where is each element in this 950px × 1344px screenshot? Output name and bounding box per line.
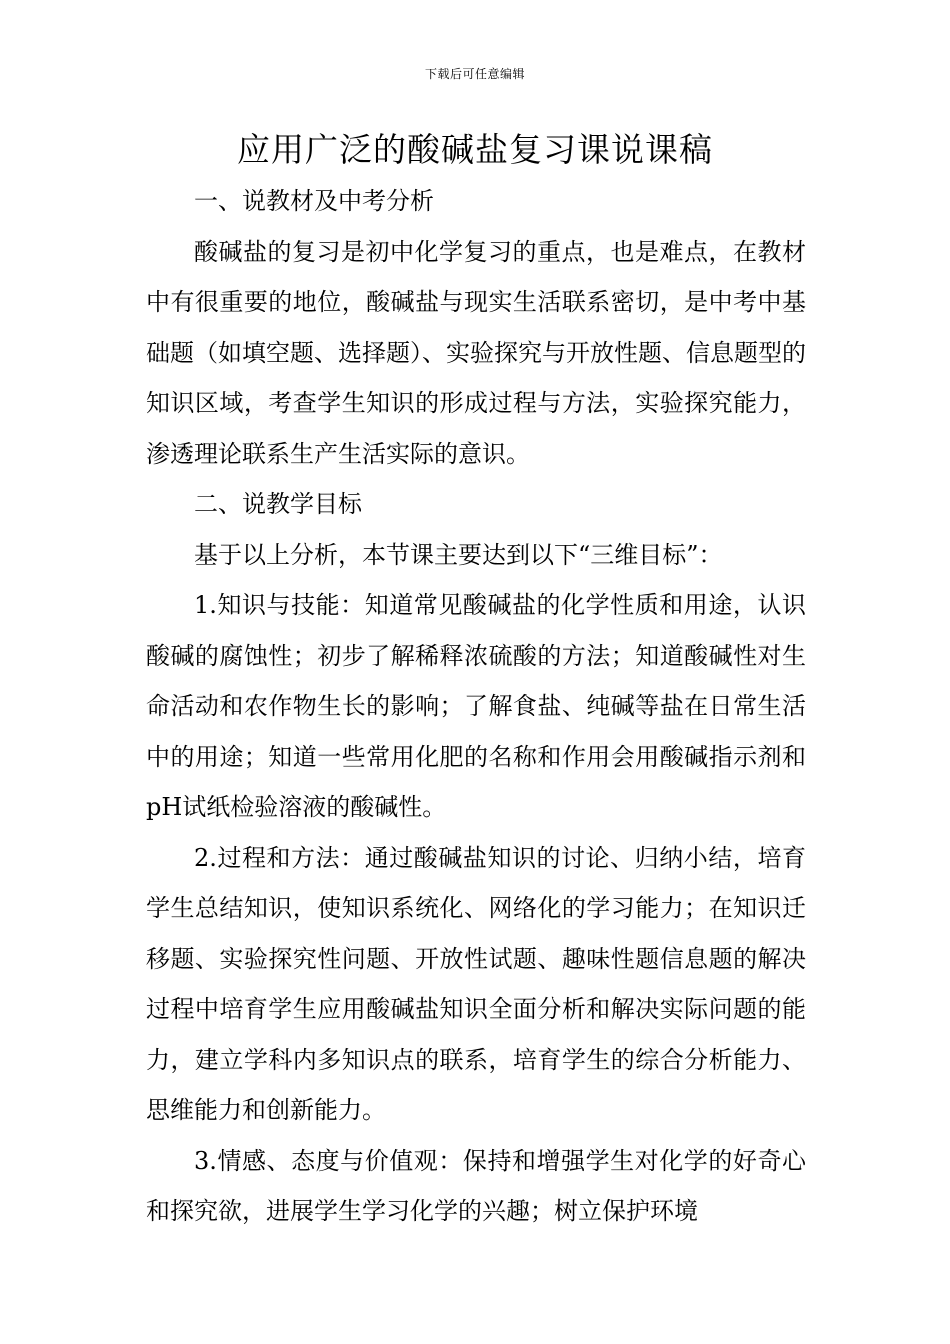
section-paragraph-1: 酸碱盐的复习是初中化学复习的重点，也是难点，在教材中有很重要的地位，酸碱盐与现实生活联系密切，是中考中基础题（如填空题、选择题）、实验探究与开放性题、信息题型的知识区域，考查学生知识的形成过程与方法，实验探究能力，渗透理论联系生产生活实际的意识。 bbox=[146, 237, 806, 468]
section-heading-2: 二、说教学目标 bbox=[194, 490, 362, 518]
header-note: 下载后可任意编辑 bbox=[424, 67, 525, 81]
document-title: 应用广泛的酸碱盐复习课说课稿 bbox=[237, 130, 713, 169]
goal-paragraph-1: 1.知识与技能：知道常见酸碱盐的化学性质和用途，认识酸碱的腐蚀性；初步了解稀释浓硫酸的方法；知道酸碱性对生命活动和农作物生长的影响；了解食盐、纯碱等盐在日常生活中的用途；知道一些常用化肥的名称和作用会用酸碱指示剂和pH试纸检验溶液的酸碱性。 bbox=[146, 591, 806, 821]
document-body bbox=[146, 176, 806, 1237]
goal-paragraph-3: 3.情感、态度与价值观：保持和增强学生对化学的好奇心和探究欲，进展学生学习化学的兴趣；树立保护环境 bbox=[146, 1146, 806, 1225]
section-heading-1: 一、说教材及中考分析 bbox=[194, 187, 434, 215]
goal-paragraph-2: 2.过程和方法：通过酸碱盐知识的讨论、归纳小结，培育学生总结知识，使知识系统化、网络化的学习能力；在知识迁移题、实验探究性问题、开放性试题、趣味性题信息题的解决过程中培育学生应用酸碱盐知识全面分析和解决实际问题的能力，建立学科内多知识点的联系，培育学生的综合分析能力、思维能力和创新能力。 bbox=[146, 843, 806, 1124]
section-intro-2: 基于以上分析，本节课主要达到以下“三维目标”： bbox=[194, 540, 723, 569]
